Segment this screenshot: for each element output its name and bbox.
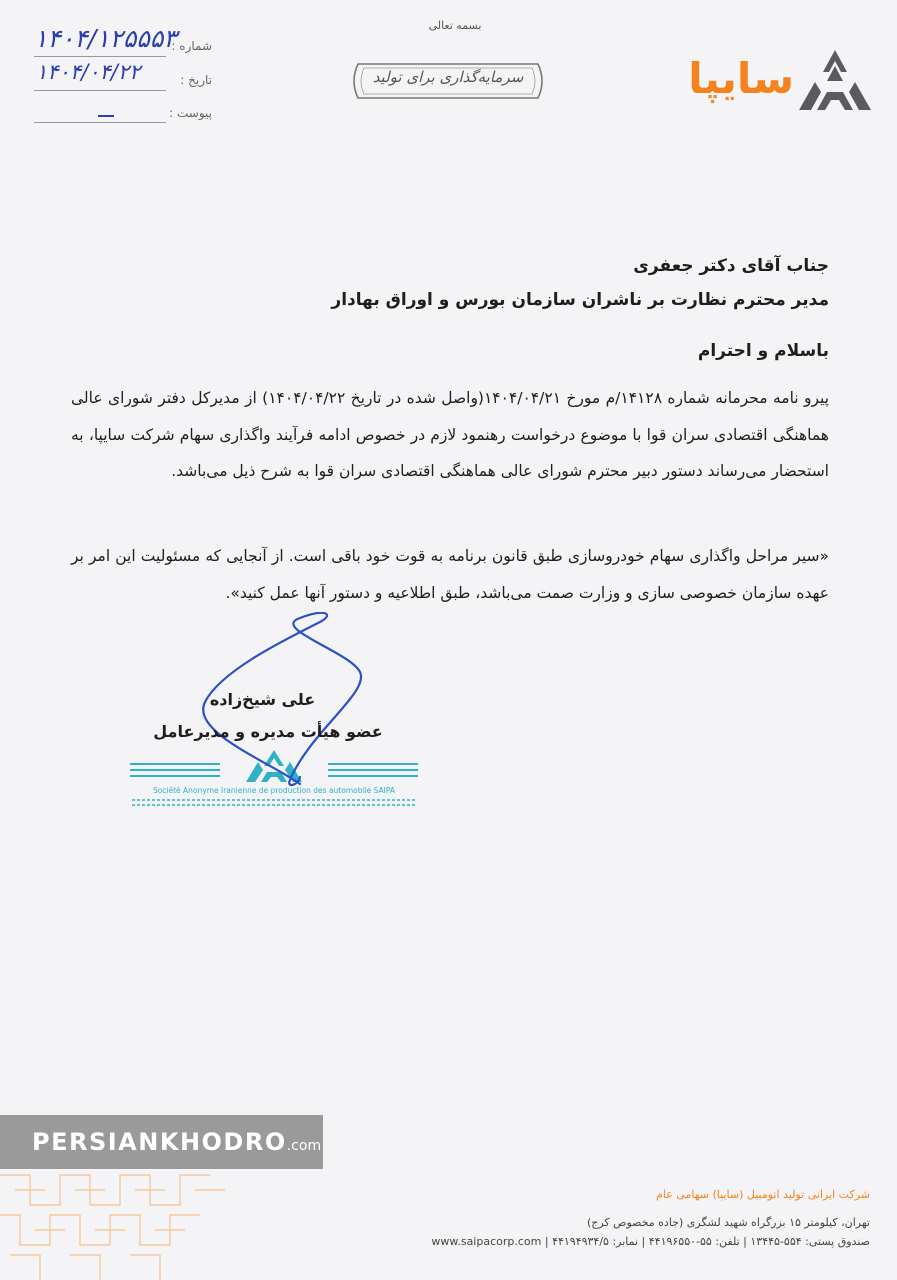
addressee-title: مدیر محترم نظارت بر ناشران سازمان بورس و اوراق بهادار (331, 290, 829, 310)
date-line (34, 90, 166, 91)
watermark-suffix: .com (286, 1138, 322, 1154)
footer-company: شرکت ایرانی تولید اتومبیل (سایپا) سهامی عام (656, 1188, 870, 1201)
signer-name: علی شیخ‌زاده (209, 690, 316, 709)
invocation-text: بسمه تعالی (428, 19, 482, 32)
date-value: ۱۴۰۴/۰۴/۲۲ (36, 60, 141, 84)
saipa-logo-text: سایپا (688, 54, 794, 103)
signer-role: عضو هیأت مدیره و مدیرعامل (153, 722, 383, 741)
stamp-text: Société Anonyme Iranienne de production des automobile SAIPA (152, 786, 396, 795)
attachment-line (34, 122, 166, 123)
saipa-logo-icon (795, 48, 875, 116)
number-value: ۱۴۰۴/۱۲۵۵۵۳ (34, 24, 177, 53)
footer-contact: صندوق پستی: ۵۵۴-۱۳۴۴۵ | تلفن: ۵۵-۴۴۱۹۶۵۵۰ | نمابر: ۴۴۱۹۴۹۳۴/۵ | www.saipacorp.com (431, 1235, 870, 1248)
greeting: باسلام و احترام (697, 341, 829, 361)
addressee: جناب آقای دکتر جعفری (633, 256, 829, 276)
number-line (34, 56, 166, 57)
slogan-text: سرمایه‌گذاری برای تولید (372, 68, 524, 86)
date-label: تاریخ : (180, 73, 212, 87)
watermark-text (32, 1128, 321, 1156)
footer-address: تهران، کیلومتر ۱۵ بزرگراه شهید لشگری (جاده مخصوص کرج) (586, 1216, 870, 1229)
body-paragraph-2: «سیر مراحل واگذاری سهام خودروسازی طبق قانون برنامه به قوت خود باقی است. از آنجایی که مسئولیت این امر بر عهده سازمان خصوصی سازی و وزارت صمت می‌باشد، طبق اطلاعیه و دستور آنها عمل کنید». (71, 547, 829, 602)
watermark-brand: PERSIANKHODRO (32, 1128, 287, 1156)
number-label: شماره : (171, 39, 212, 53)
attachment-mark (98, 115, 114, 117)
attachment-label: پیوست : (169, 106, 212, 120)
body-paragraph-1: پیرو نامه محرمانه شماره ۱۴۱۲۸/م مورخ ۱۴۰۴/۰۴/۲۱(واصل شده در تاریخ ۱۴۰۴/۰۴/۲۲) از مدیرکل دفتر شورای عالی هماهنگی اقتصادی سران قوا با موضوع درخواست رهنمود لازم در خصوص ادامه فرآیند واگذاری سهام شرکت سایپا، به استحضار می‌رساند دستور دبیر محترم شورای عالی هماهنگی اقتصادی سران قوا به شرح ذیل می‌باشد. (71, 389, 830, 480)
footer-pattern (0, 1165, 230, 1280)
